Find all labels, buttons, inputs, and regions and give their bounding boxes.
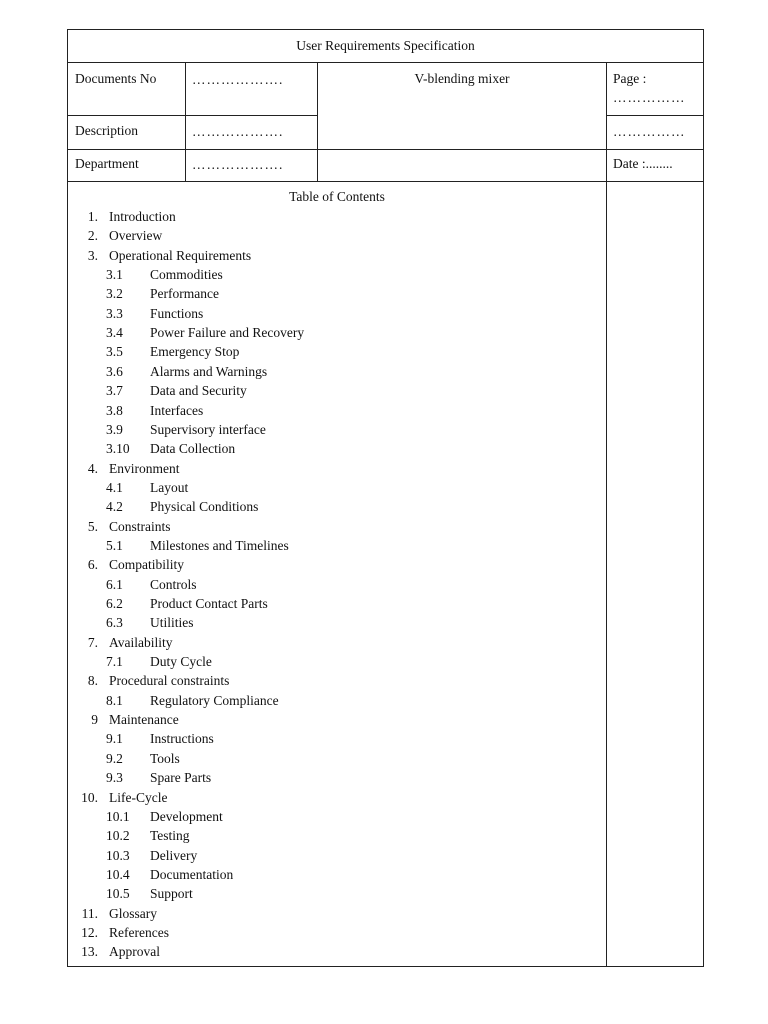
- toc-item-label: Duty Cycle: [150, 654, 212, 670]
- toc-item[interactable]: [68, 653, 606, 671]
- document-title: User Requirements Specification: [68, 30, 703, 63]
- toc-item-number: 7.1: [106, 654, 123, 670]
- toc-item-number: 8.1: [106, 692, 123, 708]
- toc-item[interactable]: [68, 847, 606, 865]
- toc-item-number: 6.2: [106, 596, 123, 611]
- toc-item-number: 3.3: [106, 305, 123, 321]
- toc-item-label: Delivery: [150, 847, 198, 863]
- toc-item-label: Compatibility: [109, 557, 185, 573]
- toc-item[interactable]: [68, 498, 606, 516]
- toc-item-number: 10.3: [106, 847, 130, 863]
- toc-item-number: 3.8: [106, 402, 123, 418]
- toc-item[interactable]: [68, 924, 606, 942]
- document-frame: [67, 29, 704, 967]
- toc-item[interactable]: [68, 537, 606, 555]
- toc-item[interactable]: [68, 595, 606, 613]
- toc-item-number: 9: [91, 712, 98, 728]
- toc-item[interactable]: [68, 672, 606, 690]
- divider-line: [68, 181, 704, 182]
- toc-item-label: References: [109, 924, 169, 940]
- toc-item-number: 5.1: [106, 537, 123, 553]
- toc-item-label: Availability: [109, 634, 173, 650]
- toc-item-label: Support: [150, 886, 193, 902]
- toc-item-number: 4.: [87, 460, 98, 476]
- toc-item-label: Product Contact Parts: [150, 596, 268, 611]
- toc-item-number: 6.3: [106, 615, 123, 631]
- toc-title: Table of Contents: [289, 189, 385, 204]
- toc-item-label: Maintenance: [109, 712, 179, 728]
- toc-item-number: 11.: [81, 905, 98, 921]
- toc-item-number: 7.: [87, 634, 98, 650]
- toc-item[interactable]: [68, 750, 606, 768]
- toc-item[interactable]: [68, 285, 606, 303]
- toc-item[interactable]: [68, 730, 606, 748]
- toc-item-number: 3.2: [106, 286, 123, 302]
- toc-item-label: Spare Parts: [150, 770, 212, 786]
- toc-item-label: Approval: [109, 944, 160, 960]
- toc-item-number: 3.4: [106, 325, 123, 341]
- toc-item-number: 3.7: [106, 383, 123, 399]
- toc-item[interactable]: [68, 421, 606, 439]
- toc-item[interactable]: [68, 382, 606, 400]
- toc-item-label: Alarms and Warnings: [150, 363, 268, 379]
- right-middle-field[interactable]: ……………: [613, 124, 686, 139]
- toc-item[interactable]: [68, 614, 606, 632]
- toc-item-label: Physical Conditions: [150, 499, 259, 515]
- toc-item-label: Power Failure and Recovery: [150, 325, 305, 341]
- toc-item[interactable]: [68, 866, 606, 884]
- toc-item[interactable]: [68, 634, 606, 652]
- toc-item-number: 3.1: [106, 267, 123, 283]
- toc-item-label: Utilities: [150, 615, 194, 631]
- toc-item[interactable]: [68, 885, 606, 903]
- toc-item-number: 6.: [87, 557, 98, 573]
- toc-item[interactable]: [68, 518, 606, 536]
- toc-item-number: 13.: [81, 944, 98, 960]
- divider-line: [68, 149, 704, 150]
- toc-item-number: 10.2: [106, 828, 130, 844]
- toc-item-number: 10.4: [106, 866, 130, 882]
- toc-item-number: 2.: [87, 228, 98, 244]
- toc-item-number: 4.1: [106, 479, 123, 495]
- toc-item-label: Functions: [150, 305, 204, 321]
- toc-item-label: Introduction: [109, 209, 176, 224]
- divider-line: [606, 63, 607, 967]
- toc-item[interactable]: [68, 789, 606, 807]
- toc-item-label: Controls: [150, 576, 197, 592]
- toc-item-number: 10.: [81, 789, 98, 805]
- description-label: Description: [75, 123, 138, 138]
- toc-item[interactable]: [68, 769, 606, 787]
- toc-item-number: 3.5: [106, 344, 123, 360]
- toc-item[interactable]: [68, 247, 606, 265]
- toc-item[interactable]: [68, 943, 606, 961]
- toc-item-label: Testing: [150, 828, 190, 844]
- toc-item-number: 9.1: [106, 731, 123, 747]
- toc-item-number: 3.10: [106, 441, 130, 457]
- toc-item-label: Documentation: [150, 866, 234, 882]
- toc-item-label: Interfaces: [150, 402, 204, 418]
- toc-item-label: Performance: [150, 286, 219, 302]
- toc-item-number: 3.: [87, 247, 98, 263]
- toc-item-label: Data and Security: [150, 383, 247, 399]
- toc-item-label: Commodities: [150, 267, 223, 283]
- toc-item[interactable]: [68, 808, 606, 826]
- documents-no-field[interactable]: ……………….: [192, 72, 284, 87]
- toc-item-label: Supervisory interface: [150, 421, 266, 437]
- toc-item[interactable]: [68, 692, 606, 710]
- toc-item-number: 3.6: [106, 363, 123, 379]
- toc-item-number: 6.1: [106, 576, 123, 592]
- toc-item[interactable]: [68, 556, 606, 574]
- toc-item-label: Regulatory Compliance: [150, 692, 279, 708]
- toc-item[interactable]: [68, 479, 606, 497]
- divider-line: [606, 115, 704, 116]
- toc-item-label: Life-Cycle: [109, 789, 168, 805]
- toc-item-label: Procedural constraints: [109, 673, 230, 689]
- toc-item[interactable]: [68, 305, 606, 323]
- toc-item[interactable]: [68, 227, 606, 245]
- toc-item[interactable]: [68, 827, 606, 845]
- toc-item-label: Overview: [109, 228, 163, 244]
- toc-item[interactable]: [68, 402, 606, 420]
- toc-item[interactable]: [68, 576, 606, 594]
- toc-item[interactable]: [68, 905, 606, 923]
- toc-item-label: Instructions: [150, 731, 214, 747]
- divider-line: [68, 115, 317, 116]
- toc-item-label: Operational Requirements: [109, 247, 252, 263]
- toc-item-label: Emergency Stop: [150, 344, 240, 360]
- toc-item-label: Data Collection: [150, 441, 236, 457]
- toc-item-number: 12.: [81, 924, 98, 940]
- toc-item-number: 5.: [87, 518, 98, 534]
- toc-item[interactable]: [68, 440, 606, 458]
- toc-item[interactable]: [68, 460, 606, 478]
- toc-item-number: 4.2: [106, 499, 123, 515]
- divider-line: [185, 63, 186, 181]
- equipment-name: V-blending mixer: [414, 71, 510, 86]
- toc-item-label: Constraints: [109, 518, 171, 534]
- documents-no-label: Documents No: [75, 71, 157, 86]
- toc-item[interactable]: [68, 711, 606, 729]
- toc-item-label: Environment: [109, 460, 180, 476]
- toc-item[interactable]: [68, 343, 606, 361]
- toc-item[interactable]: [68, 363, 606, 381]
- description-field[interactable]: ……………….: [192, 124, 284, 139]
- toc-item-number: 9.2: [106, 750, 123, 766]
- department-label: Department: [75, 156, 139, 171]
- page-field[interactable]: ……………: [613, 90, 686, 105]
- toc-item-number: 1.: [87, 209, 98, 224]
- toc-item-label: Milestones and Timelines: [150, 537, 289, 553]
- toc-item[interactable]: [68, 208, 606, 226]
- toc-item-number: 10.1: [106, 808, 130, 824]
- toc-item-number: 10.5: [106, 886, 130, 902]
- page-label: Page :: [613, 71, 647, 86]
- toc-item-label: Development: [150, 808, 223, 824]
- date-field[interactable]: Date :........: [613, 156, 673, 171]
- toc-item[interactable]: [68, 266, 606, 284]
- toc-item-number: 9.3: [106, 770, 123, 786]
- toc-item-label: Layout: [150, 479, 189, 495]
- toc-item-label: Glossary: [109, 905, 157, 921]
- toc-item[interactable]: [68, 324, 606, 342]
- toc-item-label: Tools: [150, 750, 180, 766]
- toc-item-number: 8.: [87, 673, 98, 689]
- toc-item-number: 3.9: [106, 421, 123, 437]
- department-field[interactable]: ……………….: [192, 157, 284, 172]
